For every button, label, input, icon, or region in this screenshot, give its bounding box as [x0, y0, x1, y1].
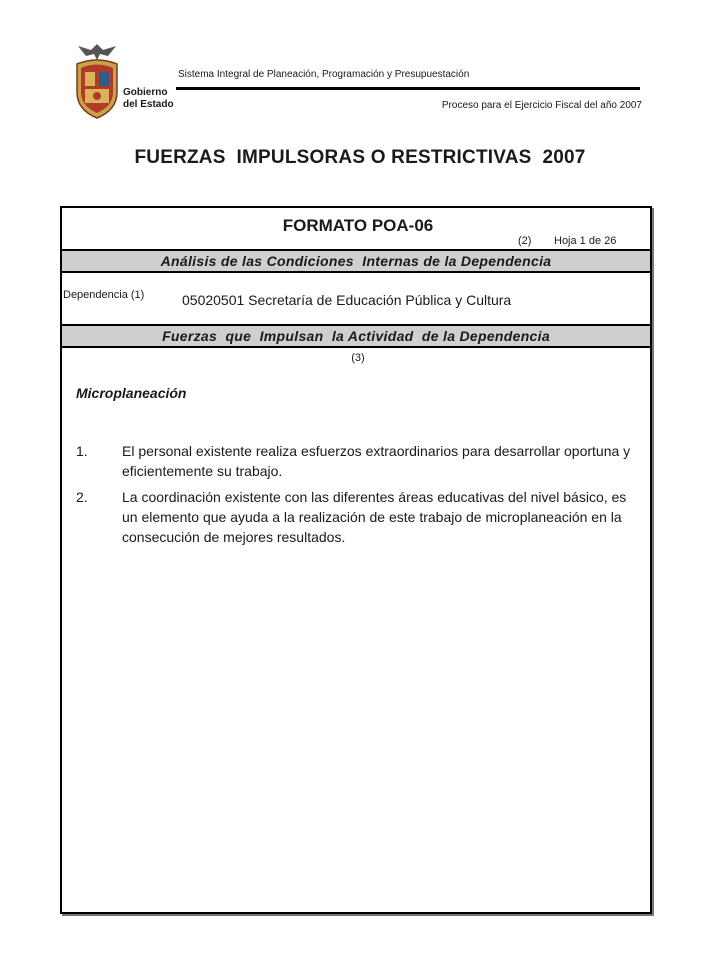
section-heading: Microplaneación [76, 385, 187, 401]
format-title: FORMATO POA-06 [282, 216, 434, 235]
list-item [76, 487, 636, 547]
section-header-driving-forces: Fuerzas que Impulsan la Actividad de la Dependencia [62, 324, 650, 348]
section-header-internal-analysis: Análisis de las Condiciones Internas de la Dependencia [62, 249, 650, 273]
list-item-number: 2. [76, 489, 88, 505]
state-coat-of-arms-icon [72, 42, 122, 120]
section-reference: (3) [351, 352, 365, 364]
page-number: Hoja 1 de 26 [554, 235, 617, 247]
list-item-text: La coordinación existente con las diferentes áreas educativas del nivel básico, es un elemento que ayuda a la realización de este trabajo de microplaneación en la consecución de mejores resultados. [122, 489, 627, 545]
government-label: Gobierno del Estado [123, 87, 174, 110]
page-reference: (2) [518, 235, 532, 247]
dependency-value: 05020501 Secretaría de Educación Pública y Cultura [182, 292, 512, 308]
list-item [76, 441, 636, 481]
page-title: FUERZAS IMPULSORAS O RESTRICTIVAS 2007 [134, 147, 586, 168]
forces-list [76, 441, 636, 553]
dependency-label: Dependencia (1) [63, 289, 145, 301]
header-rule [176, 87, 640, 90]
list-item-number: 1. [76, 443, 88, 459]
form-frame [60, 206, 652, 914]
system-title: Sistema Integral de Planeación, Programación y Presupuestación [178, 69, 470, 80]
list-item-text: El personal existente realiza esfuerzos extraordinarios para desarrollar oportuna y eficientemente su trabajo. [122, 443, 631, 479]
fiscal-process-label: Proceso para el Ejercicio Fiscal del año 2007 [441, 100, 642, 111]
